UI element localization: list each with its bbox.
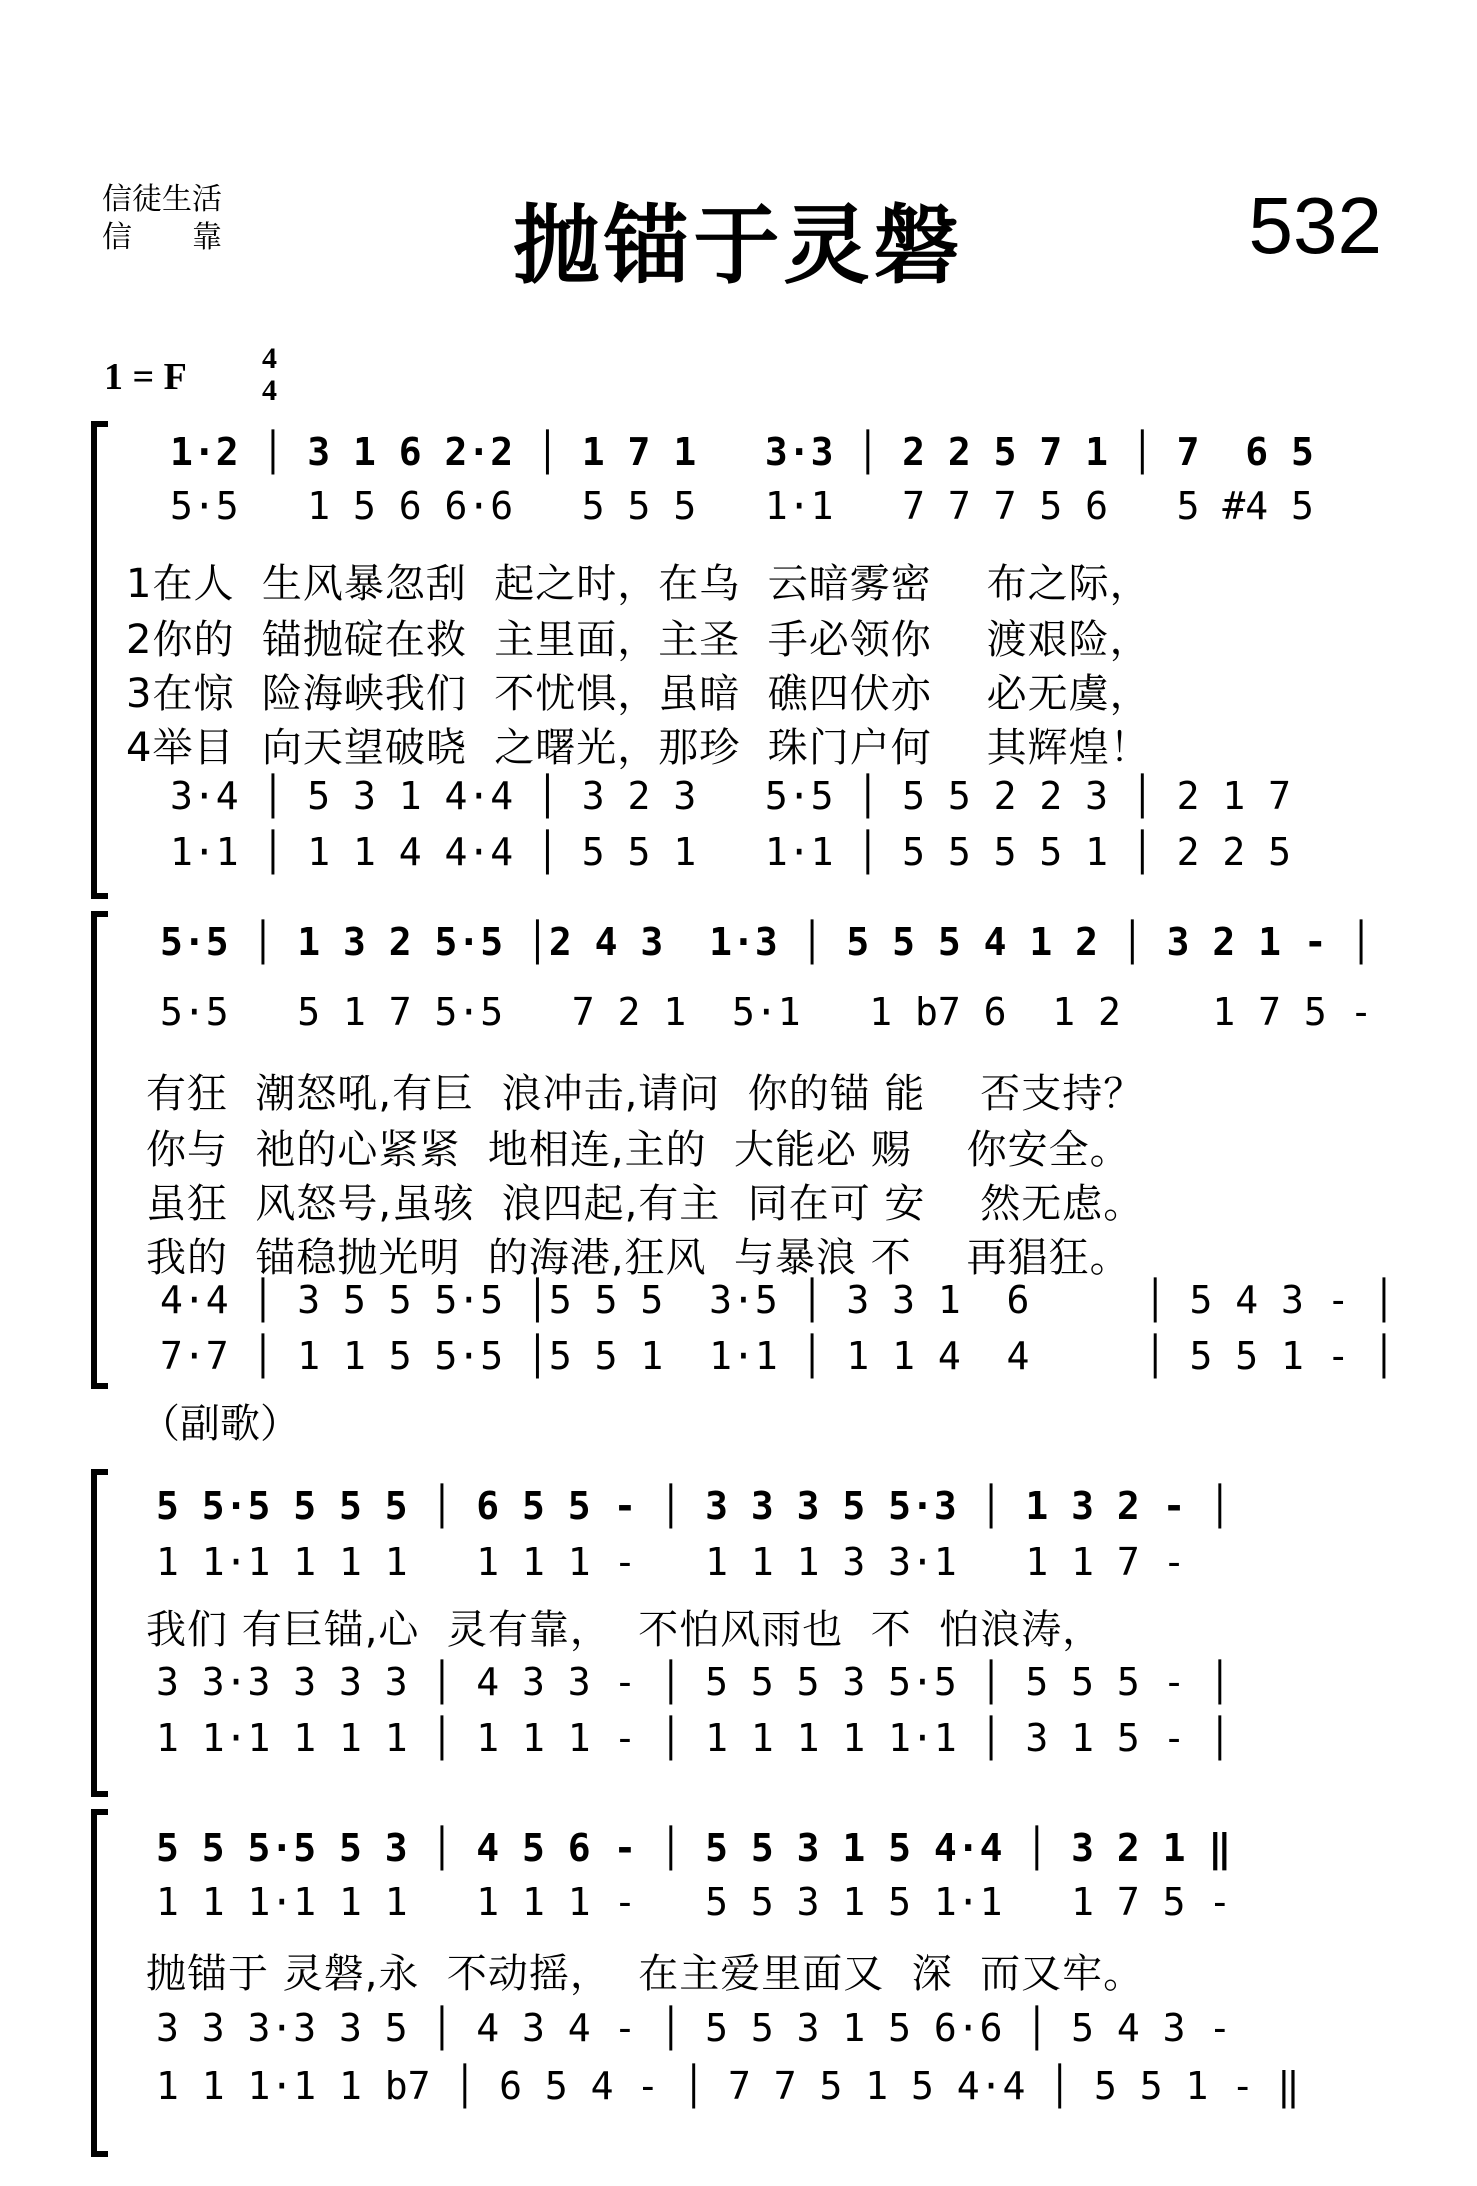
soprano-line: 5·5 │ 1 3 2 5·5 │2 4 3 1·3 │ 5 5 5 4 1 2 │ 3 2 1 - │ bbox=[160, 920, 1373, 964]
system-bracket-3 bbox=[86, 1468, 116, 1798]
tenor-line: 3 3 3·3 3 5 │ 4 3 4 - │ 5 5 3 1 5 6·6 │ 5 4 3 - bbox=[156, 2006, 1232, 2050]
alto-line: 1 1 1·1 1 1 1 1 1 - 5 5 3 1 5 1·1 1 7 5 - bbox=[156, 1880, 1232, 1924]
lyric-verse-4: 我的 锚稳抛光明 的海港,狂风 与暴浪 不 再猖狂。 bbox=[146, 1235, 1131, 1281]
soprano-line: 5 5 5·5 5 3 │ 4 5 6 - │ 5 5 3 1 5 4·4 │ 3 2 1 ‖ bbox=[156, 1826, 1232, 1870]
alto-line: 5·5 5 1 7 5·5 7 2 1 5·1 1 b7 6 1 2 1 7 5 - bbox=[160, 990, 1373, 1034]
lyric-verse-1: 有狂 潮怒吼,有巨 浪冲击,请问 你的锚 能 否支持？ bbox=[146, 1071, 1145, 1117]
key-signature: 1 = F bbox=[104, 356, 187, 398]
hymn-title: 抛锚于灵磐 bbox=[513, 196, 964, 296]
system-bracket-4 bbox=[86, 1808, 116, 2158]
time-signature-top: 4 bbox=[262, 342, 277, 375]
lyric-verse-1: 1在人 生风暴忽刮 起之时，在乌 云暗雾密 布之际， bbox=[126, 561, 1151, 607]
system-bracket-1 bbox=[86, 420, 116, 900]
lyric-verse-2: 2你的 锚抛碇在救 主里面，主圣 手必领你 渡艰险， bbox=[126, 617, 1151, 663]
bass-line: 7·7 │ 1 1 5 5·5 │5 5 1 1·1 │ 1 1 4 4 │ 5 5 1 - │ bbox=[160, 1334, 1396, 1378]
bass-line: 1 1 1·1 1 b7 │ 6 5 4 - │ 7 7 5 1 5 4·4 │ 5 5 1 - ‖ bbox=[156, 2064, 1300, 2108]
tenor-line: 4·4 │ 3 5 5 5·5 │5 5 5 3·5 │ 3 3 1 6 │ 5 4 3 - │ bbox=[160, 1278, 1396, 1322]
soprano-line: 1·2 │ 3 1 6 2·2 │ 1 7 1 3·3 │ 2 2 5 7 1 │ 7 6 5 bbox=[170, 430, 1314, 474]
lyric-refrain-1: 我们 有巨锚,心 灵有靠， 不怕风雨也 不 怕浪涛， bbox=[146, 1607, 1104, 1653]
category-line-2: 信 靠 bbox=[102, 220, 222, 255]
lyric-verse-2: 你与 祂的心紧紧 地相连,主的 大能必 赐 你安全。 bbox=[146, 1127, 1131, 1173]
tenor-line: 3 3·3 3 3 3 │ 4 3 3 - │ 5 5 5 3 5·5 │ 5 5 5 - │ bbox=[156, 1660, 1232, 1704]
alto-line: 1 1·1 1 1 1 1 1 1 - 1 1 1 3 3·1 1 1 7 - bbox=[156, 1540, 1186, 1584]
bass-line: 1·1 │ 1 1 4 4·4 │ 5 5 1 1·1 │ 5 5 5 5 1 │ 2 2 5 bbox=[170, 830, 1292, 874]
hymn-number: 532 bbox=[1248, 181, 1382, 270]
tenor-line: 3·4 │ 5 3 1 4·4 │ 3 2 3 5·5 │ 5 5 2 2 3 │ 2 1 7 bbox=[170, 774, 1292, 818]
soprano-line: 5 5·5 5 5 5 │ 6 5 5 - │ 3 3 3 5 5·3 │ 1 3 2 - │ bbox=[156, 1484, 1232, 1528]
lyric-verse-4: 4举目 向天望破晓 之曙光，那珍 珠门户何 其辉煌！ bbox=[126, 725, 1151, 771]
bass-line: 1 1·1 1 1 1 │ 1 1 1 - │ 1 1 1 1 1·1 │ 3 1 5 - │ bbox=[156, 1716, 1232, 1760]
lyric-verse-3: 3在惊 险海峡我们 不忧惧，虽暗 礁四伏亦 必无虞， bbox=[126, 671, 1151, 717]
lyric-verse-3: 虽狂 风怒号,虽骇 浪四起,有主 同在可 安 然无虑。 bbox=[146, 1181, 1145, 1227]
time-signature-bottom: 4 bbox=[262, 374, 277, 407]
alto-line: 5·5 1 5 6 6·6 5 5 5 1·1 7 7 7 5 6 5 #4 5 bbox=[170, 484, 1314, 528]
system-bracket-2 bbox=[86, 910, 116, 1390]
lyric-refrain-2: 抛锚于 灵磐,永 不动摇， 在主爱里面又 深 而又牢。 bbox=[146, 1951, 1145, 1997]
refrain-label: （副歌） bbox=[140, 1401, 300, 1447]
category-line-1: 信徒生活 bbox=[102, 182, 222, 217]
